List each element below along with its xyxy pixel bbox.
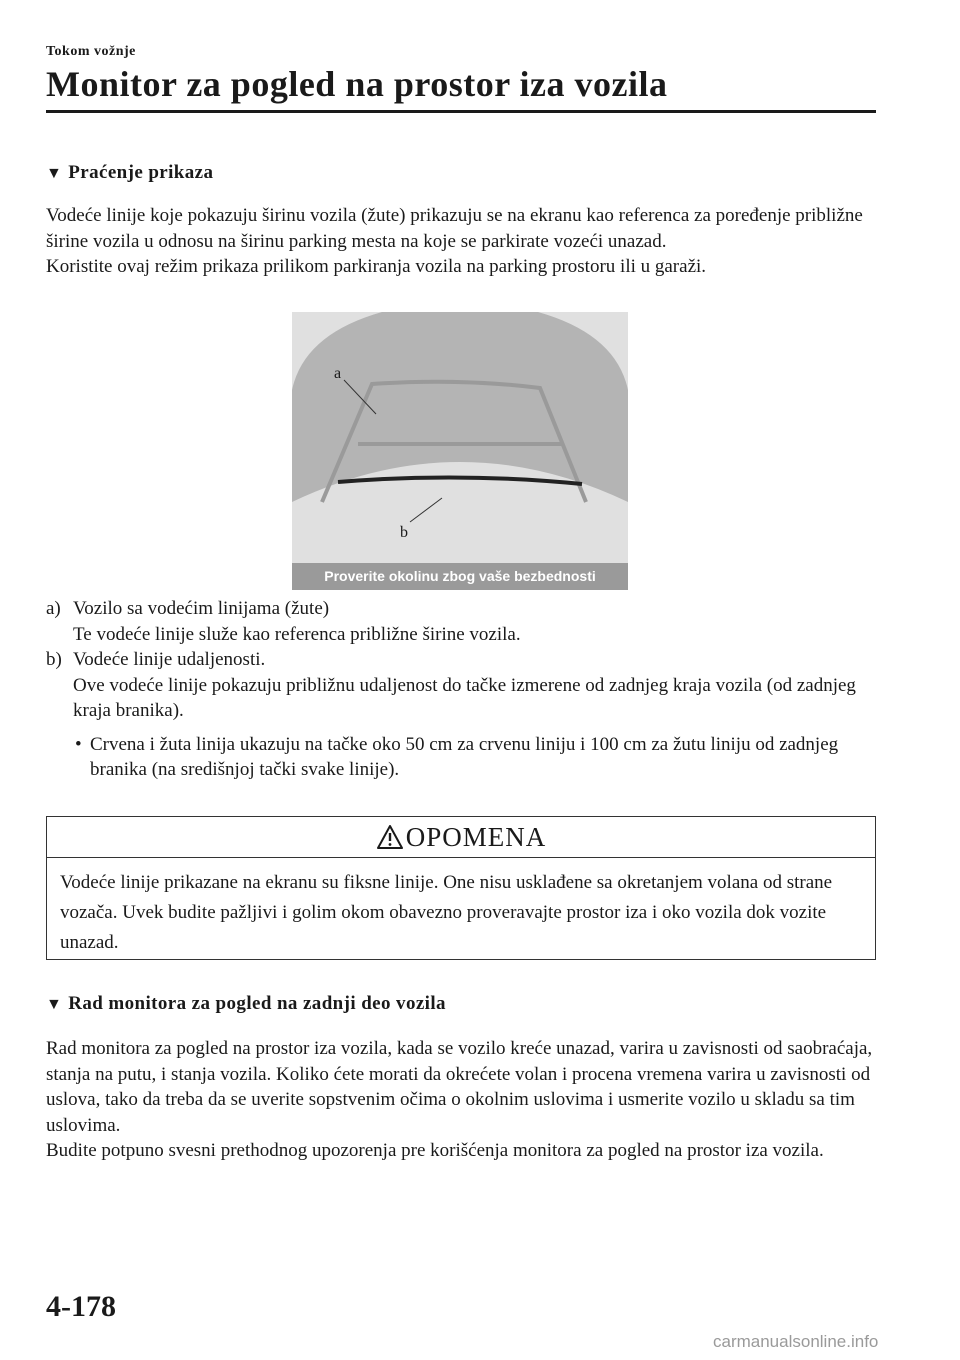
section-heading-operation-text: Rad monitora za pogled na zadnji deo vozila	[68, 993, 446, 1014]
triangle-bullet-icon: ▼	[46, 996, 63, 1013]
page-number: 4-178	[46, 1290, 116, 1323]
section-heading-operation	[46, 993, 446, 1015]
legend-item-b	[46, 647, 876, 724]
bullet-text: Crvena i žuta linija ukazuju na tačke oko 50 cm za crvenu liniju i 100 cm za žutu liniju od zadnjeg branika (na središnjoj tački svake linije).	[90, 733, 839, 780]
warning-header	[47, 817, 875, 858]
paragraph: Rad monitora za pogled na prostor iza vozila, kada se vozilo kreće unazad, varira u zavisnosti od saobraćaja, stanja na putu, i stanja vozila. Koliko ćete morati da okrećete volan i procena vremena varira u zavisnosti od uslova, tako da treba da se uverite sopstvenim očima o okolnim uslovima i usmerite vozilo u skladu sa tim uslovima.	[46, 1038, 873, 1136]
warning-box	[46, 816, 876, 960]
caption-bar-text: Proverite okolinu zbog vaše bezbednosti	[324, 568, 596, 584]
figure-legend	[46, 596, 876, 783]
paragraph: Vodeće linije koje pokazuju širinu vozila (žute) prikazuju se na ekranu kao referenca za poređenje približne širine vozila u odnosu na širinu parking mesta na koje se parkirate vozeći unazad.	[46, 205, 863, 252]
legend-text: Ove vodeće linije pokazuju približnu udaljenost do tačke izmerene od zadnjeg kraja vozila (od zadnjeg kraja branika).	[73, 674, 856, 721]
warning-triangle-icon	[376, 824, 404, 850]
triangle-bullet-icon: ▼	[46, 165, 63, 182]
section-heading-display	[46, 162, 213, 184]
watermark: carmanualsonline.info	[713, 1332, 879, 1351]
section-heading-display-text: Praćenje prikaza	[68, 162, 214, 183]
warning-text: Vodeće linije prikazane na ekranu su fiksne linije. One nisu usklađene sa okretanjem volana od strane vozača. Uvek budite pažljivi i golim okom obavezno proveravajte prostor iza i oko vozila dok vozite unazad.	[60, 872, 833, 953]
legend-title: Vodeće linije udaljenosti.	[73, 649, 266, 670]
bullet-item	[46, 732, 876, 783]
paragraph: Koristite ovaj režim prikaza prilikom parkiranja vozila na parking prostoru ili u garaži.	[46, 256, 707, 277]
legend-item-a	[46, 596, 876, 647]
legend-text: Te vodeće linije služe kao referenca približne širine vozila.	[73, 623, 521, 645]
section-display-body	[46, 203, 876, 280]
rear-camera-screen-illustration	[292, 312, 628, 590]
legend-label: b)	[46, 649, 62, 670]
bullet-dot-icon: •	[75, 733, 82, 755]
rear-camera-figure	[292, 312, 628, 590]
paragraph: Budite potpuno svesni prethodnog upozorenja pre korišćenja monitora za pogled na prostor iza vozila.	[46, 1140, 824, 1161]
warning-heading: OPOMENA	[405, 822, 547, 852]
chapter-label: Tokom vožnje	[46, 44, 136, 59]
figure-label-a: a	[334, 365, 342, 382]
legend-title: Vozilo sa vodećim linijama (žute)	[73, 598, 330, 619]
title-rule	[46, 110, 876, 113]
section-operation-body	[46, 1036, 876, 1164]
page-title: Monitor za pogled na prostor iza vozila	[46, 64, 668, 104]
figure-label-b: b	[400, 524, 408, 541]
legend-label: a)	[46, 598, 61, 619]
